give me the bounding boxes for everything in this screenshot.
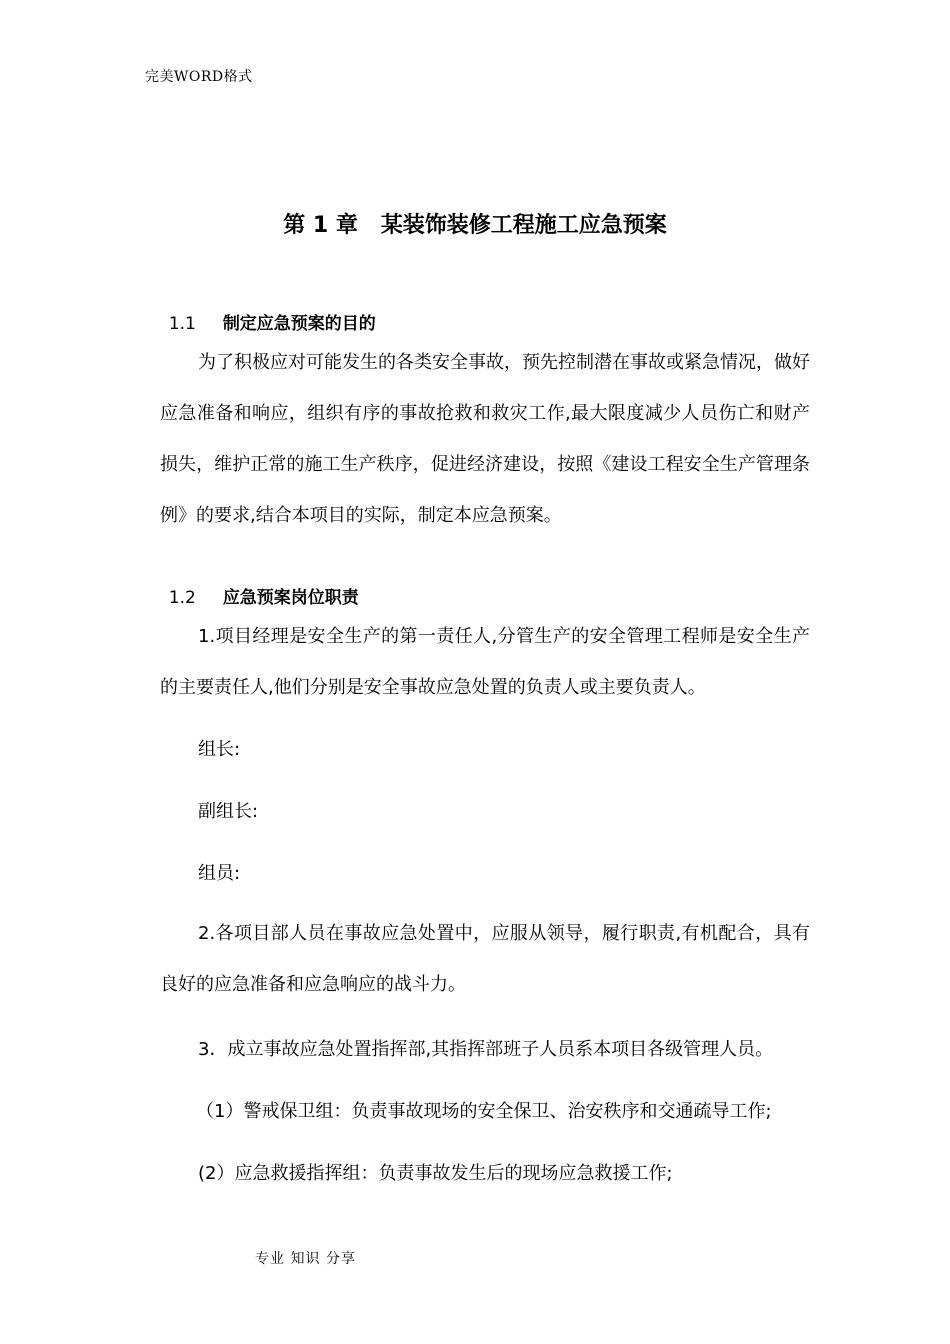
section-number: 1.1	[168, 314, 196, 334]
purpose-paragraph: 为了积极应对可能发生的各类安全事故，预先控制潜在事故或紧急情况，做好应急准备和响应，组织有序的事故抢救和救灾工作,最大限度减少人员伤亡和财产损失，维护正常的施工生产秩序，促进经济建设，按照《建设工程安全生产管理条例》的要求,结合本项目的实际，制定本应急预案。	[160, 352, 810, 526]
leader-label: 组长:	[198, 739, 241, 760]
page-header: 完美WORD格式	[145, 69, 253, 85]
section-title: 制定应急预案的目的	[222, 314, 376, 334]
group-1-line: （1）警戒保卫组：负责事故现场的安全保卫、治安秩序和交通疏导工作;	[196, 1101, 772, 1122]
deputy-leader-label: 副组长:	[198, 801, 259, 822]
group-2-line: (2）应急救援指挥组：负责事故发生后的现场应急救援工作;	[198, 1163, 673, 1184]
duty-paragraph-1: 1.项目经理是安全生产的第一责任人,分管生产的安全管理工程师是安全生产的主要责任人,他们分别是安全事故应急处置的负责人或主要负责人。	[160, 626, 810, 698]
chapter-title: 第 1 章 某装饰装修工程施工应急预案	[283, 213, 667, 238]
section-heading-1-1	[158, 289, 376, 334]
page-footer: 专业 知识 分享	[255, 1251, 356, 1267]
section-number: 1.2	[168, 588, 196, 608]
members-label: 组员:	[198, 863, 241, 884]
section-title: 应急预案岗位职责	[222, 588, 359, 608]
section-heading-1-2	[158, 563, 359, 608]
duty-paragraph-2: 2.各项目部人员在事故应急处置中，应服从领导，履行职责,有机配合，具有良好的应急准备和应急响应的战斗力。	[160, 923, 810, 995]
duty-paragraph-3: 3．成立事故应急处置指挥部,其指挥部班子人员系本项目各级管理人员。	[198, 1039, 774, 1060]
